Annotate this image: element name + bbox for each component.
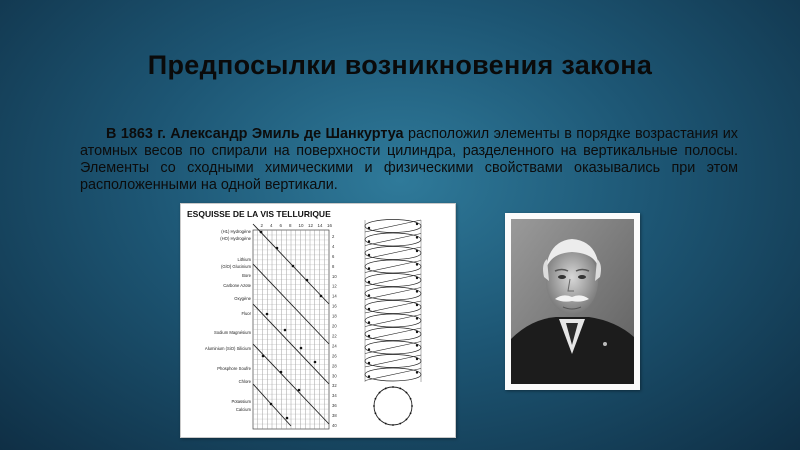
top-scale-label: 6 xyxy=(279,223,283,228)
element-point xyxy=(298,389,301,392)
base-circle-tick xyxy=(375,398,377,400)
base-circle-tick xyxy=(411,405,413,407)
helix-diagonal xyxy=(365,261,421,273)
helix-point xyxy=(368,281,370,283)
helix-diagonal xyxy=(365,274,421,286)
portrait-photo xyxy=(505,213,640,390)
helix-point xyxy=(368,335,370,337)
right-scale-label: 8 xyxy=(332,263,335,269)
element-label: (HO) Hydrogène xyxy=(220,236,251,241)
right-scale-label: 30 xyxy=(332,373,337,379)
helix-diagonal xyxy=(365,315,421,327)
helix-point xyxy=(416,236,418,238)
base-circle-tick xyxy=(385,423,387,425)
element-point xyxy=(276,247,279,250)
right-scale-label: 18 xyxy=(332,313,337,319)
helix-diagonal xyxy=(365,369,421,381)
portrait-image xyxy=(511,219,634,384)
helix-point xyxy=(368,227,370,229)
element-label: (GlO) Glucinium xyxy=(220,264,251,269)
right-scale-label: 2 xyxy=(332,233,335,239)
helix-point xyxy=(368,254,370,256)
right-scale-label: 40 xyxy=(332,423,337,428)
helix-point xyxy=(416,317,418,319)
helix-point xyxy=(416,250,418,252)
element-point xyxy=(320,295,323,298)
element-point xyxy=(286,417,289,420)
helix-diagonal xyxy=(365,328,421,340)
helix-diagonal xyxy=(365,247,421,259)
element-point xyxy=(300,347,303,350)
base-circle-tick xyxy=(410,412,412,414)
element-label: Phosphore Soufre xyxy=(217,366,251,371)
base-circle-tick xyxy=(392,424,394,426)
helix-point xyxy=(416,371,418,373)
right-scale-label: 14 xyxy=(332,293,337,299)
telluric-screw-diagram xyxy=(180,203,456,438)
element-point xyxy=(280,371,283,374)
top-scale-label: 14 xyxy=(317,223,323,228)
helix-point xyxy=(368,240,370,242)
right-scale-label: 26 xyxy=(332,353,337,359)
helix-diagonal xyxy=(365,220,421,232)
top-scale-label: 8 xyxy=(289,223,292,228)
base-circle-tick xyxy=(373,405,375,407)
helix-diagonal xyxy=(365,355,421,367)
helix-point xyxy=(416,331,418,333)
element-label: Carbone Azote xyxy=(223,283,251,288)
helix-diagonal xyxy=(365,288,421,300)
element-label: Calcium xyxy=(235,407,251,412)
base-circle-tick xyxy=(379,392,381,394)
helix-drawing xyxy=(365,220,421,426)
helix-point xyxy=(368,267,370,269)
diagram-grid xyxy=(253,230,329,429)
helix-point xyxy=(368,321,370,323)
base-circle-tick xyxy=(406,419,408,421)
right-scale-label: 10 xyxy=(332,273,337,279)
right-scale-label: 38 xyxy=(332,413,337,419)
element-label: Aluminium (SiO) Silicium xyxy=(204,346,251,351)
top-scale-label: 4 xyxy=(270,223,273,228)
right-scale-label: 6 xyxy=(332,253,335,259)
helix-point xyxy=(416,304,418,306)
helix-point xyxy=(368,375,370,377)
helix-point xyxy=(368,348,370,350)
element-point xyxy=(292,265,295,268)
element-point xyxy=(266,313,269,316)
top-scale-label: 2 xyxy=(260,223,264,228)
helix-point xyxy=(416,344,418,346)
right-scale-label: 36 xyxy=(332,403,337,409)
element-label: Oxygène xyxy=(234,296,251,301)
diagram-element-labels xyxy=(205,229,252,412)
diagram-heading: ESQUISSE DE LA VIS TELLURIQUE xyxy=(187,209,331,219)
element-point xyxy=(314,361,317,364)
helix-point xyxy=(368,308,370,310)
diagram-top-scale xyxy=(261,223,333,228)
helix-point xyxy=(416,358,418,360)
element-label: Sodium Magnésium xyxy=(213,330,251,335)
base-circle-tick xyxy=(410,398,412,400)
element-label: Bore xyxy=(242,273,251,278)
base-circle-tick xyxy=(406,392,408,394)
right-scale-label: 22 xyxy=(332,333,337,339)
helix-point xyxy=(416,290,418,292)
slide-title: Предпосылки возникновения закона xyxy=(147,50,653,80)
element-point xyxy=(270,403,273,406)
helix-point xyxy=(416,277,418,279)
base-circle-tick xyxy=(385,388,387,390)
helix-point xyxy=(416,263,418,265)
base-circle-tick xyxy=(379,419,381,421)
helix-point xyxy=(416,223,418,225)
top-scale-label: 16 xyxy=(327,223,333,228)
element-point xyxy=(284,329,287,332)
element-label: (H1) Hydrogène xyxy=(221,229,251,234)
right-scale-label: 16 xyxy=(332,303,337,309)
diagram-svg xyxy=(181,204,455,437)
helix-diagonal xyxy=(365,234,421,246)
paragraph-text: расположил элементы в порядке возрастания их атомных весов по спирали на поверхности цилиндра, разделенного на вертикальные полосы. Элементы со сходными химическими и физическими свойствами оказывались при этом расположенными на одной вертикали. xyxy=(80,126,738,193)
right-scale-label: 4 xyxy=(332,243,335,249)
base-circle-tick xyxy=(392,386,394,388)
right-scale-label: 32 xyxy=(332,383,337,389)
right-scale-label: 28 xyxy=(332,363,337,369)
right-scale-label: 24 xyxy=(332,343,337,349)
helix-point xyxy=(368,362,370,364)
right-scale-label: 12 xyxy=(332,283,337,289)
element-label: Chlore xyxy=(238,379,251,384)
helix-point xyxy=(368,294,370,296)
element-label: Potassium xyxy=(231,399,251,404)
element-point xyxy=(260,231,263,234)
base-circle-tick xyxy=(375,412,377,414)
top-scale-label: 12 xyxy=(308,223,314,228)
helix-diagonal xyxy=(365,301,421,313)
element-label: Lithium xyxy=(237,257,251,262)
element-point xyxy=(262,355,265,358)
helix-diagonal xyxy=(365,342,421,354)
base-circle-tick xyxy=(399,388,401,390)
diagram-right-scale xyxy=(332,234,337,428)
base-circle-tick xyxy=(399,423,401,425)
slide-paragraph xyxy=(80,126,738,194)
element-point xyxy=(306,279,309,282)
element-label: Fluor xyxy=(241,311,251,316)
paragraph-bold-lead: В 1863 г. Александр Эмиль де Шанкуртуа xyxy=(106,126,404,142)
right-scale-label: 20 xyxy=(332,323,337,329)
right-scale-label: 34 xyxy=(332,393,337,399)
top-scale-label: 10 xyxy=(298,223,304,228)
